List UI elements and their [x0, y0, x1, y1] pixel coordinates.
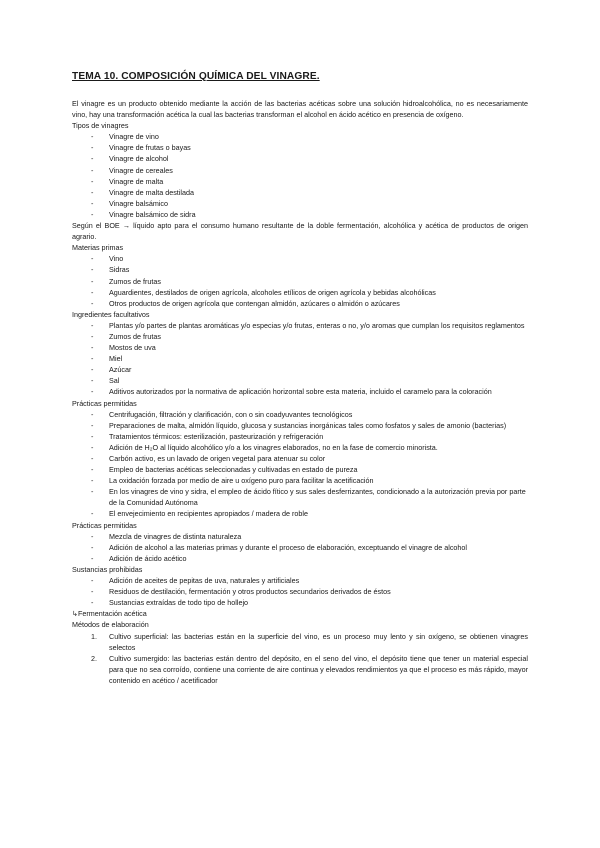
list-item: - Vinagre de frutas o bayas: [72, 142, 528, 153]
list-item: - Plantas y/o partes de plantas aromáticas y/o especias y/o frutas, enteras o no, y/o aromas que cumplan los requisitos reglamentos: [72, 320, 528, 331]
section-heading-prohibidas: Sustancias prohibidas: [72, 564, 143, 574]
list-item: - Adición de H₂O al líquido alcohólico y/o a los vinagres elaborados, no en la fase de comercio minorista.: [72, 442, 528, 453]
section-heading-metodos: Métodos de elaboración: [72, 620, 149, 630]
list-item: - Vinagre de vino: [72, 131, 528, 142]
list-item: - Adición de alcohol a las materias primas y durante el proceso de elaboración, exceptuando el vinagre de alcohol: [72, 542, 528, 553]
page-title: TEMA 10. COMPOSICIÓN QUÍMICA DEL VINAGRE.: [72, 71, 320, 82]
list-item: - Vino: [72, 253, 528, 264]
list-prohibidas: [72, 575, 528, 608]
section-heading-materias: Materias primas: [72, 243, 124, 253]
section-heading-tipos: Tipos de vinagres: [72, 121, 129, 131]
list-item: - El envejecimiento en recipientes apropiados / madera de roble: [72, 508, 528, 519]
list-item: - Vinagre balsámico: [72, 198, 528, 209]
list-item: - Mostos de uva: [72, 342, 528, 353]
list-item: - Mezcla de vinagres de distinta naturaleza: [72, 531, 528, 542]
list-item: - Carbón activo, es un lavado de origen vegetal para atenuar su color: [72, 453, 528, 464]
list-item: - Residuos de destilación, fermentación y otros productos secundarios derivados de éstos: [72, 586, 528, 597]
fermentacion-line: [72, 608, 528, 619]
list-number: 2.: [91, 653, 97, 663]
section-heading-ingredientes: Ingredientes facultativos: [72, 309, 150, 319]
list-item-text: Cultivo superficial: las bacterias están en la superficie del vino, es un proceso muy lento y sin oxígeno, se obtienen vinagres selectos: [109, 631, 528, 652]
list-item: - Vinagre de cereales: [72, 165, 528, 176]
list-item: - Zumos de frutas: [72, 331, 528, 342]
list-item: - Azúcar: [72, 364, 528, 375]
list-item: - La oxidación forzada por medio de aire u oxígeno puro para facilitar la acetificación: [72, 475, 528, 486]
list-number: 1.: [91, 631, 97, 641]
list-item: - Sustancias extraídas de todo tipo de hollejo: [72, 597, 528, 608]
list-item: [72, 631, 528, 653]
list-item: - Sal: [72, 375, 528, 386]
list-item: - Tratamientos térmicos: esterilización, pasteurización y refrigeración: [72, 431, 528, 442]
list-item: - Preparaciones de malta, almidón líquido, glucosa y sustancias inorgánicas tales como fosfatos y sales de amonio (bacterias): [72, 420, 528, 431]
list-item-text: Cultivo sumergido: las bacterias están dentro del depósito, en el seno del vino, el depósito tiene que tener un material especial para que no sea corroído, contiene una corriente de aire continua y elevados rendimientos ya que el proceso es más rápido, mayor contenido en acético / acetificador: [109, 653, 528, 685]
document-page: [72, 70, 528, 686]
list-item: - Vinagre de malta destilada: [72, 187, 528, 198]
list-item: - Aguardientes, destilados de origen agrícola, alcoholes etílicos de origen agrícola y bebidas alcohólicas: [72, 287, 528, 298]
section-heading-practicas-2: Prácticas permitidas: [72, 520, 137, 530]
list-item: - Aditivos autorizados por la normativa de aplicación horizontal sobre esta materia, incluido el caramelo para la coloración: [72, 386, 528, 397]
list-practicas-2: [72, 531, 528, 564]
list-item: - Sidras: [72, 264, 528, 275]
list-practicas-1: [72, 409, 528, 520]
intro-paragraph: El vinagre es un producto obtenido mediante la acción de las bacterias acéticas sobre una solución hidroalcohólica, no es necesariamente vino, hay una transformación acética la cual las bacterias transforman el alcohol en ácido acético en presencia de oxígeno.: [72, 99, 528, 120]
list-tipos: [72, 131, 528, 220]
arrow-icon: ↳: [72, 609, 79, 619]
list-item: - Otros productos de origen agrícola que contengan almidón, azúcares o almidón o azúcares: [72, 298, 528, 309]
list-ingredientes: [72, 320, 528, 398]
list-metodos: [72, 631, 528, 686]
list-materias: [72, 253, 528, 308]
list-item: - Zumos de frutas: [72, 276, 528, 287]
list-item: - Vinagre de alcohol: [72, 153, 528, 164]
list-item: [72, 653, 528, 686]
list-item: - Adición de ácido acético: [72, 553, 528, 564]
fermentacion-label: Fermentación acética: [78, 609, 147, 619]
boe-paragraph: Según el BOE → líquido apto para el consumo humano resultante de la doble fermentación, alcohólica y acética de productos de origen agrario.: [72, 221, 528, 242]
list-item: - Vinagre balsámico de sidra: [72, 209, 528, 220]
list-item: - Empleo de bacterias acéticas seleccionadas y cultivadas en estado de pureza: [72, 464, 528, 475]
list-item: - Centrifugación, filtración y clarificación, con o sin coadyuvantes tecnológicos: [72, 409, 528, 420]
list-item: - Miel: [72, 353, 528, 364]
section-heading-practicas-1: Prácticas permitidas: [72, 398, 137, 408]
list-item: - En los vinagres de vino y sidra, el empleo de ácido fítico y sus sales desferrizantes, condicionado a la autorización previa por parte de la Comunidad Autónoma: [72, 486, 528, 508]
list-item: - Vinagre de malta: [72, 176, 528, 187]
list-item: - Adición de aceites de pepitas de uva, naturales y artificiales: [72, 575, 528, 586]
